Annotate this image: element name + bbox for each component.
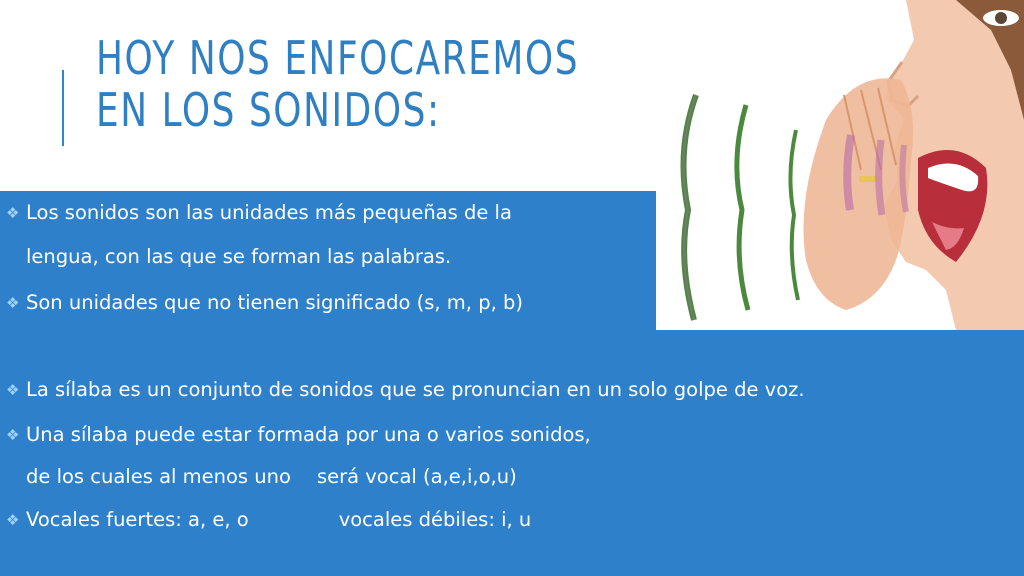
- bullet-text: será vocal (a,e,i,o,u): [316, 465, 517, 488]
- bullet-item-3: [6, 375, 805, 405]
- bullet-item-2: [6, 288, 523, 318]
- slide-title: [96, 31, 580, 137]
- bullet-text: Vocales fuertes: a, e, o: [26, 508, 249, 531]
- title-accent-bar: [62, 70, 64, 146]
- bullet-item-4-continuation: [6, 462, 517, 492]
- bullet-text: de los cuales al menos uno: [26, 465, 291, 488]
- slide-title-line-2: EN LOS SONIDOS:: [96, 83, 441, 137]
- diamond-flower-bullet-icon: ❖: [6, 381, 20, 399]
- bullet-text: Son unidades que no tienen significado (s, m, p, b): [26, 291, 523, 314]
- diamond-flower-bullet-icon: ❖: [6, 511, 20, 529]
- bullet-item-4: [6, 420, 591, 450]
- bullet-text: Los sonidos son las unidades más pequeñas de la: [26, 201, 512, 224]
- shouting-woman-illustration: [656, 0, 1024, 330]
- bullet-item-1: [6, 198, 512, 228]
- bullet-text: Una sílaba puede estar formada por una o varios sonidos,: [26, 423, 591, 446]
- slide-title-line-1: HOY NOS ENFOCAREMOS: [96, 31, 580, 85]
- bullet-item-1-continuation: [6, 242, 451, 272]
- bullet-text: La sílaba es un conjunto de sonidos que se pronuncian en un solo golpe de voz.: [26, 378, 805, 401]
- diamond-flower-bullet-icon: ❖: [6, 426, 20, 444]
- bullet-text: lengua, con las que se forman las palabras.: [26, 245, 452, 268]
- bullet-item-5: [6, 505, 531, 535]
- bullet-text: vocales débiles: i, u: [338, 508, 532, 531]
- diamond-flower-bullet-icon: ❖: [6, 294, 20, 312]
- diamond-flower-bullet-icon: ❖: [6, 204, 20, 222]
